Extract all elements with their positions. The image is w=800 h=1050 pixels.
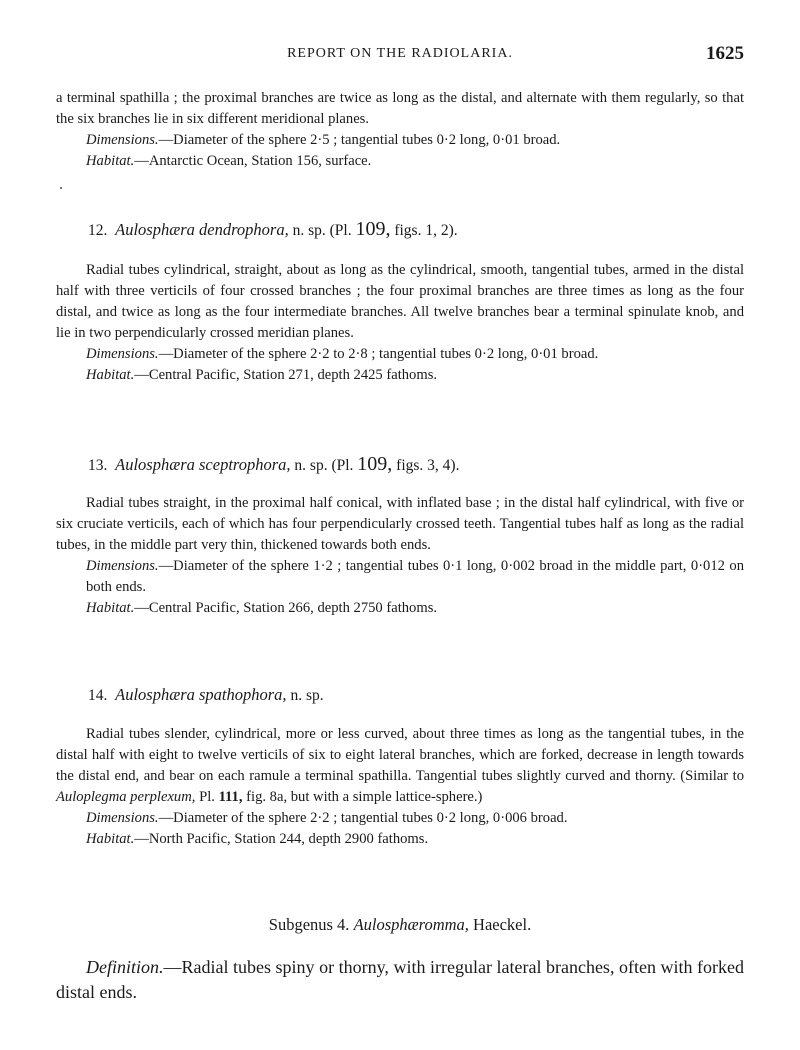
running-title: REPORT ON THE RADIOLARIA. (287, 46, 513, 61)
habitat-label: Habitat. (86, 153, 135, 169)
intro-block (56, 88, 744, 172)
species-13-heading (88, 453, 459, 476)
dimensions-label: Dimensions. (86, 810, 159, 826)
species-dimensions (56, 556, 744, 598)
species-14-heading (88, 685, 324, 705)
definition-paragraph (56, 955, 744, 1005)
species-suffix: n. sp. (290, 687, 324, 704)
description-end: fig. 8a, but with a simple lattice-sphere.) (246, 789, 483, 805)
dimensions-text: —Diameter of the sphere 1·2 ; tangential tubes 0·1 long, 0·002 broad in the middle part, 0·012 on both ends. (86, 558, 744, 595)
dimensions-text: —Diameter of the sphere 2·2 ; tangential tubes 0·2 long, 0·006 broad. (158, 810, 568, 826)
species-habitat (56, 365, 744, 386)
habitat-label: Habitat. (86, 367, 135, 383)
habitat-label: Habitat. (86, 600, 135, 616)
plate-ref-post: figs. 1, 2). (394, 222, 458, 239)
species-suffix: n. sp. (294, 457, 328, 474)
definition-text: —Radial tubes spiny or thorny, with irregular lateral branches, often with forked distal ends. (56, 957, 744, 1002)
dimensions-label: Dimensions. (86, 558, 159, 574)
description-main: Radial tubes slender, cylindrical, more or less curved, about three times as long as the tangential tubes, in the distal half with eight to twelve verticils of six to eight lateral branches, which are forked, decrease in length towards the distal end, and bear on each ramule a terminal spathilla. Tangential tubes slightly curved and thorny. (Similar to (56, 726, 744, 784)
species-number: 12. (88, 222, 108, 239)
species-13-block (56, 493, 744, 619)
species-suffix: n. sp. (292, 222, 326, 239)
page-header (56, 44, 744, 68)
species-number: 14. (88, 687, 108, 704)
habitat-label: Habitat. (86, 831, 135, 847)
species-14-block (56, 724, 744, 850)
habitat-text: —Antarctic Ocean, Station 156, surface. (134, 153, 372, 169)
plate-number: 109, (357, 453, 393, 475)
species-name: Aulosphæra spathophora, (115, 685, 287, 704)
similar-species-name: Auloplegma perplexum, (56, 789, 196, 805)
plate-number: 111, (218, 789, 243, 805)
species-description: Radial tubes cylindrical, straight, about as long as the cylindrical, smooth, tangential tubes, armed in the distal half with three verticils of four crossed branches ; the four proximal branches are three times as long as the four distal, and twice as long as the four intermediate branches. All twelve branches bear a terminal spinulate knob, and lie in two perpendicularly crossed meridian planes. (56, 262, 744, 341)
subgenus-heading (0, 915, 800, 935)
species-name: Aulosphæra dendrophora, (115, 220, 289, 239)
habitat-text: —Central Pacific, Station 271, depth 2425 fathoms. (134, 367, 438, 383)
plate-number: 109, (355, 218, 391, 240)
species-dimensions (56, 344, 744, 365)
species-name: Aulosphæra sceptrophora, (115, 455, 291, 474)
subgenus-label: Subgenus 4. (268, 915, 350, 934)
definition-block (56, 955, 744, 1005)
dimensions-label: Dimensions. (86, 132, 159, 148)
plate-ref-pre: Pl. (199, 789, 215, 805)
page-number: 1625 (706, 43, 744, 64)
plate-ref-pre: (Pl. (331, 457, 354, 474)
species-description (56, 724, 744, 808)
intro-dimensions (56, 130, 744, 151)
definition-label: Definition. (86, 957, 164, 977)
species-habitat (56, 829, 744, 850)
species-description: Radial tubes straight, in the proximal half conical, with inflated base ; in the distal half cylindrical, with five or six cruciate verticils, each of which has four perpendicularly crossed teeth. Tangential tubes half as long as the radial tubes, in the middle part very thin, thickened towards both ends. (56, 495, 744, 553)
dimensions-label: Dimensions. (86, 346, 159, 362)
species-12-heading (88, 218, 458, 241)
subgenus-author: Haeckel. (473, 915, 532, 934)
species-12-block (56, 260, 744, 386)
plate-ref-post: figs. 3, 4). (396, 457, 460, 474)
species-dimensions (56, 808, 744, 829)
dimensions-text: —Diameter of the sphere 2·5 ; tangential tubes 0·2 long, 0·01 broad. (158, 132, 561, 148)
species-habitat (56, 598, 744, 619)
intro-habitat (56, 151, 744, 172)
intro-paragraph: a terminal spathilla ; the proximal branches are twice as long as the distal, and alternate with them regularly, so that the six branches lie in six different meridional planes. (56, 90, 744, 127)
species-number: 13. (88, 457, 108, 474)
habitat-text: —Central Pacific, Station 266, depth 2750 fathoms. (134, 600, 438, 616)
dimensions-text: —Diameter of the sphere 2·2 to 2·8 ; tangential tubes 0·2 long, 0·01 broad. (158, 346, 599, 362)
plate-ref-pre: (Pl. (329, 222, 352, 239)
subgenus-name: Aulosphæromma, (353, 915, 469, 934)
habitat-text: —North Pacific, Station 244, depth 2900 fathoms. (134, 831, 429, 847)
stray-mark (60, 187, 62, 189)
